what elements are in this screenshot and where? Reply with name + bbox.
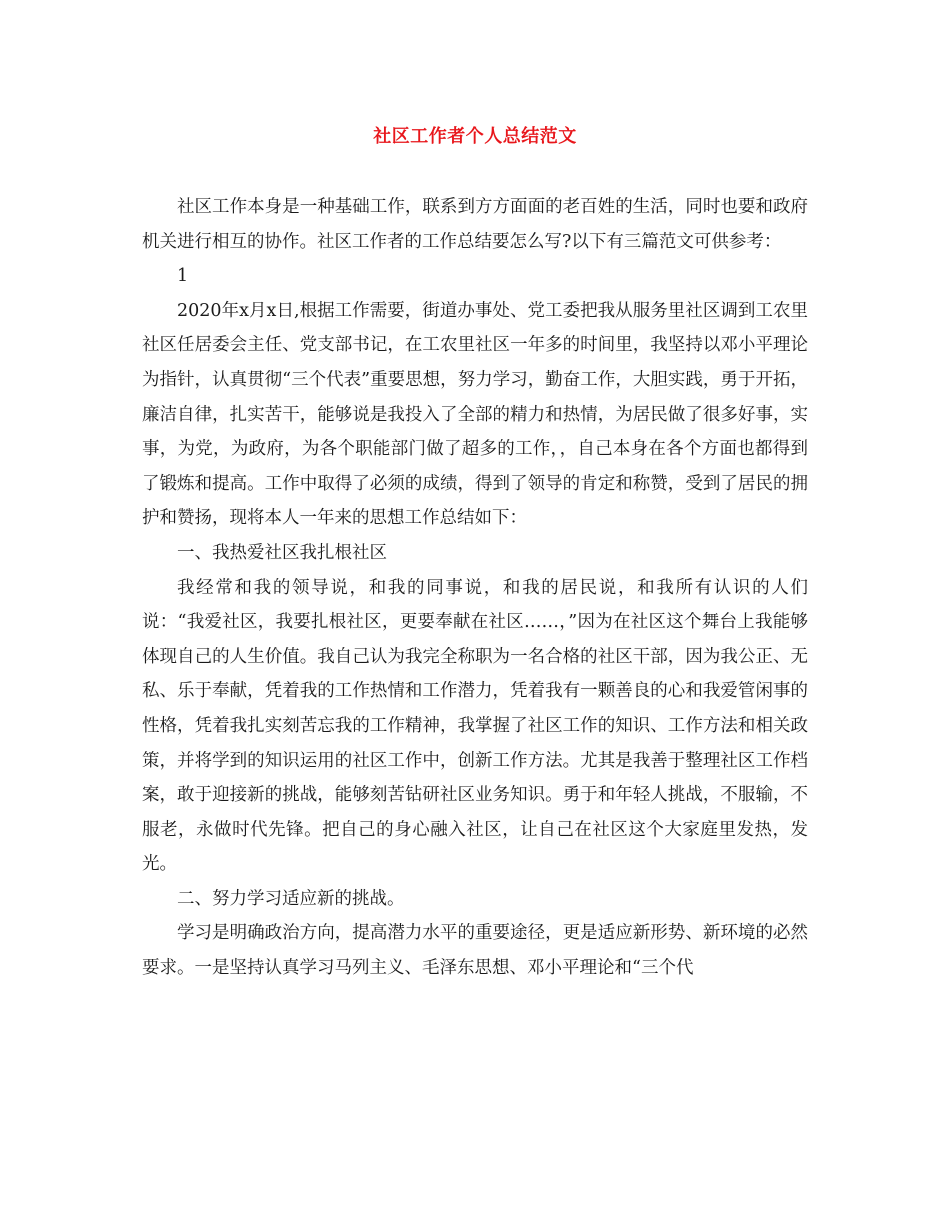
paragraph-summary: 2020年x月x日,根据工作需要，街道办事处、党工委把我从服务里社区调到工农里社区任居委会主任、党支部书记，在工农里社区一年多的时间里，我坚持以邓小平理论为指针，认真贯彻“三个代表”重要思想，努力学习，勤奋工作，大胆实践，勇于开拓，廉洁自律，扎实苦干，能够说是我投入了全部的精力和热情，为居民做了很多好事，实事，为党，为政府，为各个职能部门做了超多的工作，，自己本身在各个方面也都得到了锻炼和提高。工作中取得了必须的成绩，得到了领导的肯定和称赞，受到了居民的拥护和赞扬，现将本人一年来的思想工作总结如下： [142, 300, 808, 529]
paragraph-intro: 社区工作本身是一种基础工作，联系到方方面面的老百姓的生活，同时也要和政府机关进行相互的协作。社区工作者的工作总结要怎么写?以下有三篇范文可供参考： [142, 197, 808, 252]
heading-section-2: 二、努力学习适应新的挑战。 [177, 888, 405, 909]
document-body [142, 190, 808, 986]
heading-section-1: 一、我热爱社区我扎根社区 [177, 542, 387, 563]
document-title: 社区工作者个人总结范文 [373, 126, 577, 147]
paragraph-section-2: 学习是明确政治方向，提高潜力水平的重要途径，更是适应新形势、新环境的必然要求。一是坚持认真学习马列主义、毛泽东思想、邓小平理论和“三个代 [142, 923, 808, 979]
section-number: 1 [177, 266, 189, 287]
paragraph-section-1: 我经常和我的领导说，和我的同事说，和我的居民说，和我所有认识的人们说：“我爱社区，我要扎根社区，更要奉献在社区……，”因为在社区这个舞台上我能够体现自己的人生价值。我自己认为我完全称职为一名合格的社区干部，因为我公正、无私、乐于奉献，凭着我的工作热情和工作潜力，凭着我有一颗善良的心和我爱管闲事的性格，凭着我扎实刻苦忘我的工作精神，我掌握了社区工作的知识、工作方法和相关政策，并将学到的知识运用的社区工作中，创新工作方法。尤其是我善于整理社区工作档案，敢于迎接新的挑战，能够刻苦钻研社区业务知识。勇于和年轻人挑战，不服输，不服老，永做时代先锋。把自己的身心融入社区，让自己在社区这个大家庭里发热，发光。 [142, 577, 808, 875]
